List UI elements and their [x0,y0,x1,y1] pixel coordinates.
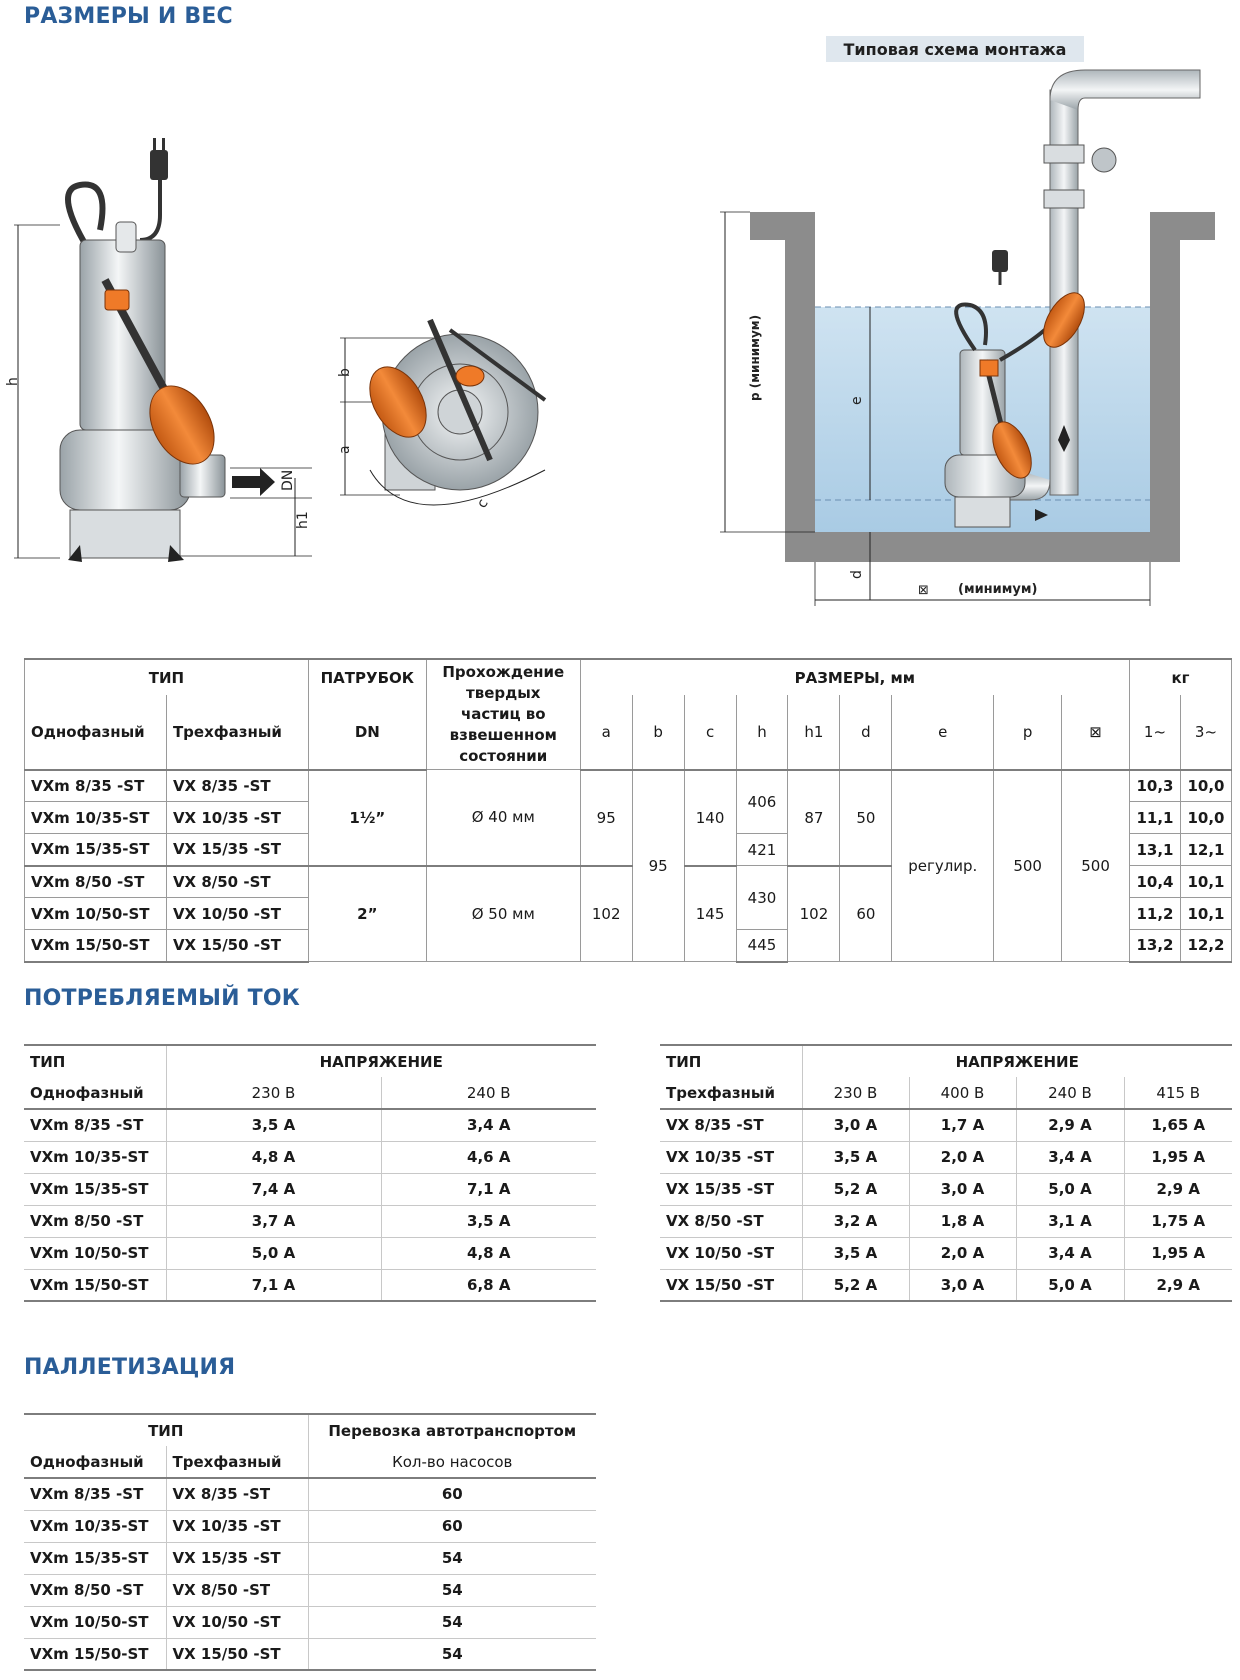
dim-square-symbol: ⊠ [918,583,929,598]
cur3-value: 1,7 A [909,1109,1016,1141]
model-single: VXm 10/50-ST [25,898,167,930]
cur-value: 3,5 A [166,1109,381,1141]
cur3-model: VX 8/50 -ST [660,1205,802,1237]
cur-value: 4,6 A [381,1141,596,1173]
port-dn-50: 2” [308,866,426,962]
table-row [24,1574,596,1606]
cur3-value: 3,1 A [1016,1205,1124,1237]
weight-kg1: 13,2 [1130,930,1181,962]
dim-d-50: 60 [840,866,892,962]
col-kg-header: кг [1130,659,1232,695]
cur3-type-header: ТИП [660,1045,802,1077]
cur3-value: 1,75 A [1124,1205,1232,1237]
col-e-header: e [892,695,994,769]
weight-kg1: 10,3 [1130,770,1181,802]
pump-side-view-drawing [0,130,330,570]
table-row [660,1205,1232,1237]
pal-model-three: VX 15/35 -ST [166,1542,308,1574]
pal-count: 60 [308,1478,596,1510]
cur3-value: 2,9 A [1124,1269,1232,1301]
dim-c-35: 140 [684,770,736,866]
cur3-volt-230: 230 В [802,1077,909,1109]
cur-sub-header: Однофазный [24,1077,166,1109]
cur3-value: 3,5 A [802,1237,909,1269]
cur-value: 3,7 A [166,1205,381,1237]
dim-e-all: регулир. [892,770,994,962]
weight-kg3: 10,0 [1180,802,1231,834]
cur3-value: 2,9 A [1016,1109,1124,1141]
pal-model-three: VX 10/35 -ST [166,1510,308,1542]
dim-d-35: 50 [840,770,892,866]
table-row [24,1638,596,1670]
pal-model-three: VX 10/50 -ST [166,1606,308,1638]
cur3-value: 2,0 A [909,1237,1016,1269]
cur3-value: 3,4 A [1016,1237,1124,1269]
pal-count: 54 [308,1542,596,1574]
weight-kg3: 12,2 [1180,930,1231,962]
model-single: VXm 8/50 -ST [25,866,167,898]
col-three-header: Трехфазный [166,695,308,769]
dimensions-table [24,658,1232,963]
dim-label-c: c [473,496,492,511]
col-solids-header: Прохождение твердых частиц во взвешенном состоянии [426,659,580,770]
cur-volt-230: 230 В [166,1077,381,1109]
cur3-value: 3,5 A [802,1141,909,1173]
dim-h1-35: 87 [788,770,840,866]
cur3-value: 3,2 A [802,1205,909,1237]
col-b-header: b [632,695,684,769]
install-scheme-label: Типовая схема монтажа [826,36,1084,62]
cur3-value: 5,0 A [1016,1269,1124,1301]
pal-model-three: VX 8/50 -ST [166,1574,308,1606]
weight-kg1: 10,4 [1130,866,1181,898]
dim-a-35: 95 [580,770,632,866]
model-single: VXm 10/35-ST [25,802,167,834]
cur3-value: 1,95 A [1124,1141,1232,1173]
model-single: VXm 15/35-ST [25,834,167,866]
cur-value: 4,8 A [166,1141,381,1173]
cur-value: 5,0 A [166,1237,381,1269]
col-d-header: d [840,695,892,769]
pal-model-single: VXm 10/50-ST [24,1606,166,1638]
dim-label-e: e [849,396,865,405]
cur3-voltage-header: НАПРЯЖЕНИЕ [802,1045,1232,1077]
dim-b-all: 95 [632,770,684,962]
col-single-header: Однофазный [25,695,167,769]
dim-h1-50: 102 [788,866,840,962]
cur3-value: 3,4 A [1016,1141,1124,1173]
col-kg3-header: 3~ [1180,695,1231,769]
section-title-dimensions: РАЗМЕРЫ И ВЕС [24,4,233,29]
cur3-value: 5,2 A [802,1173,909,1205]
cur-value: 6,8 A [381,1269,596,1301]
solids-50: Ø 50 мм [426,866,580,962]
cur3-model: VX 10/50 -ST [660,1237,802,1269]
model-single: VXm 8/35 -ST [25,770,167,802]
cur3-sub-header: Трехфазный [660,1077,802,1109]
table-row [24,1606,596,1638]
pal-count: 54 [308,1638,596,1670]
dim-label-h1: h1 [295,511,311,529]
pal-transport-header: Перевозка автотранспортом [308,1414,596,1446]
cur3-model: VX 8/35 -ST [660,1109,802,1141]
dim-label-b: b [337,368,353,377]
weight-kg1: 11,1 [1130,802,1181,834]
model-single: VXm 15/50-ST [25,930,167,962]
weight-kg3: 10,1 [1180,898,1231,930]
pal-model-single: VXm 15/35-ST [24,1542,166,1574]
cur-model: VXm 8/35 -ST [24,1109,166,1141]
pal-type-header: ТИП [24,1414,308,1446]
dim-label-p: p (минимум) [748,314,762,401]
table-row [24,1269,596,1301]
table-row [24,1109,596,1141]
table-row [660,1141,1232,1173]
table-row [24,1141,596,1173]
cur3-value: 5,0 A [1016,1173,1124,1205]
table-row [24,1205,596,1237]
dim-a-50: 102 [580,866,632,962]
weight-kg3: 10,1 [1180,866,1231,898]
col-h1-header: h1 [788,695,840,769]
cur3-value: 5,2 A [802,1269,909,1301]
model-three: VX 15/35 -ST [166,834,308,866]
cur-voltage-header: НАПРЯЖЕНИЕ [166,1045,596,1077]
cur-value: 3,5 A [381,1205,596,1237]
cur3-value: 3,0 A [909,1269,1016,1301]
model-three: VX 8/50 -ST [166,866,308,898]
pal-model-single: VXm 8/35 -ST [24,1478,166,1510]
cur3-value: 1,8 A [909,1205,1016,1237]
pal-count: 60 [308,1510,596,1542]
cur-value: 7,1 A [166,1269,381,1301]
cur-value: 7,4 A [166,1173,381,1205]
pal-model-three: VX 8/35 -ST [166,1478,308,1510]
pump-top-view-drawing [330,310,570,560]
cur3-volt-400: 400 В [909,1077,1016,1109]
pal-count: 54 [308,1606,596,1638]
model-three: VX 10/35 -ST [166,802,308,834]
model-three: VX 10/50 -ST [166,898,308,930]
cur3-model: VX 15/50 -ST [660,1269,802,1301]
port-dn-35: 1½” [308,770,426,866]
dim-h-35a: 406 [736,770,788,834]
cur3-value: 2,9 A [1124,1173,1232,1205]
model-three: VX 8/35 -ST [166,770,308,802]
pal-single-header: Однофазный [24,1446,166,1478]
table-row [24,1542,596,1574]
cur-value: 3,4 A [381,1109,596,1141]
col-c-header: c [684,695,736,769]
pal-count: 54 [308,1574,596,1606]
pal-model-single: VXm 15/50-ST [24,1638,166,1670]
dim-label-d: d [849,570,865,579]
dim-c-50: 145 [684,866,736,962]
weight-kg1: 11,2 [1130,898,1181,930]
dim-p-all: 500 [994,770,1062,962]
col-kg1-header: 1~ [1130,695,1181,769]
table-row [24,1237,596,1269]
col-p-header: p [994,695,1062,769]
table-row [660,1269,1232,1301]
weight-kg1: 13,1 [1130,834,1181,866]
dim-square-all: 500 [1062,770,1130,962]
pal-model-single: VXm 10/35-ST [24,1510,166,1542]
cur-model: VXm 15/50-ST [24,1269,166,1301]
current-single-table [24,1044,596,1302]
table-row [660,1109,1232,1141]
cur-type-header: ТИП [24,1045,166,1077]
col-type-header: ТИП [25,659,309,695]
col-dn-header: DN [308,695,426,769]
col-square-header: ⊠ [1062,695,1130,769]
cur3-value: 3,0 A [802,1109,909,1141]
cur3-value: 2,0 A [909,1141,1016,1173]
cur-model: VXm 10/35-ST [24,1141,166,1173]
section-title-current: ПОТРЕБЛЯЕМЫЙ ТОК [24,986,300,1011]
installation-scheme-drawing [700,60,1240,620]
cur3-value: 1,65 A [1124,1109,1232,1141]
dim-h-35b: 421 [736,834,788,866]
table-row [660,1173,1232,1205]
table-row [24,1173,596,1205]
cur3-value: 3,0 A [909,1173,1016,1205]
col-port-header: ПАТРУБОК [308,659,426,695]
pal-model-three: VX 15/50 -ST [166,1638,308,1670]
col-dims-header: РАЗМЕРЫ, мм [580,659,1129,695]
model-three: VX 15/50 -ST [166,930,308,962]
col-a-header: a [580,695,632,769]
table-row [25,770,1232,802]
current-three-table [660,1044,1232,1302]
pal-model-single: VXm 8/50 -ST [24,1574,166,1606]
cur-value: 4,8 A [381,1237,596,1269]
cur3-model: VX 10/35 -ST [660,1141,802,1173]
cur-volt-240: 240 В [381,1077,596,1109]
solids-35: Ø 40 мм [426,770,580,866]
palletizing-table [24,1413,596,1671]
cur-model: VXm 15/35-ST [24,1173,166,1205]
cur3-volt-240: 240 В [1016,1077,1124,1109]
table-row [660,1237,1232,1269]
pal-count-header: Кол-во насосов [308,1446,596,1478]
dim-label-a: a [337,445,353,454]
cur-model: VXm 8/50 -ST [24,1205,166,1237]
pal-three-header: Трехфазный [166,1446,308,1478]
cur3-volt-415: 415 В [1124,1077,1232,1109]
table-row [24,1510,596,1542]
dim-h-50b: 445 [736,930,788,962]
table-row [24,1478,596,1510]
dim-label-h: h [5,377,21,386]
dim-square-min: (минимум) [958,582,1038,597]
cur-model: VXm 10/50-ST [24,1237,166,1269]
cur3-value: 1,95 A [1124,1237,1232,1269]
dim-h-50a: 430 [736,866,788,930]
weight-kg3: 10,0 [1180,770,1231,802]
cur3-model: VX 15/35 -ST [660,1173,802,1205]
cur-value: 7,1 A [381,1173,596,1205]
col-h-header: h [736,695,788,769]
dim-label-dn: DN [280,469,296,491]
weight-kg3: 12,1 [1180,834,1231,866]
section-title-palletizing: ПАЛЛЕТИЗАЦИЯ [24,1355,236,1380]
